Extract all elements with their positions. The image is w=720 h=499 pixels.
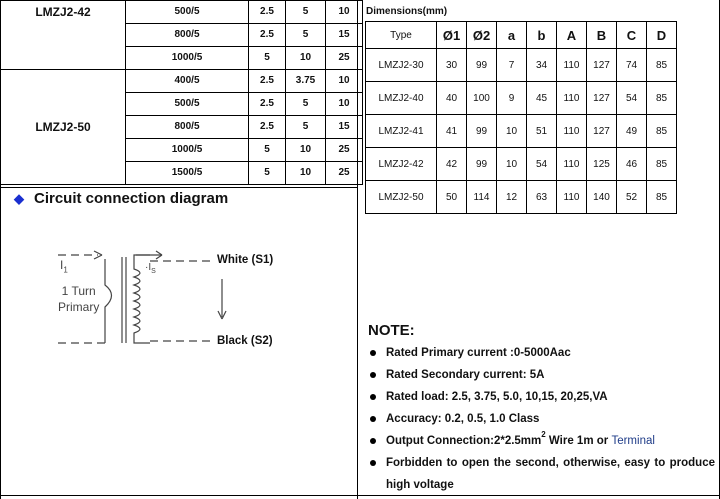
dimensions-cell: 99 xyxy=(467,115,497,148)
dimensions-cell: 12 xyxy=(497,181,527,214)
ratio-cell: 1500/5 xyxy=(126,162,249,185)
dimensions-cell: 99 xyxy=(467,49,497,82)
dimensions-cell: 110 xyxy=(557,181,587,214)
dimensions-cell: 85 xyxy=(647,115,677,148)
dimensions-cell: 40 xyxy=(437,82,467,115)
dimensions-cell: 85 xyxy=(647,49,677,82)
load-cell: 5 xyxy=(286,116,326,139)
load-cell: 5 xyxy=(249,47,286,70)
primary-label: 1 Turn Primary xyxy=(58,284,100,314)
load-cell: 10 xyxy=(286,162,326,185)
dimensions-cell: LMZJ2-50 xyxy=(366,181,437,214)
dimensions-cell: 45 xyxy=(527,82,557,115)
load-cell: 25 xyxy=(326,139,363,162)
dimensions-row xyxy=(366,181,677,214)
dimensions-cell: 127 xyxy=(587,115,617,148)
load-cell: 3.75 xyxy=(286,70,326,93)
dimensions-cell: 110 xyxy=(557,82,587,115)
dimensions-cell: 63 xyxy=(527,181,557,214)
circuit-title xyxy=(14,190,228,207)
black-s2-label: Black (S2) xyxy=(217,335,273,347)
dimensions-cell: 52 xyxy=(617,181,647,214)
dimensions-cell: 85 xyxy=(647,82,677,115)
ratio-cell: 800/5 xyxy=(126,24,249,47)
dimensions-cell: 9 xyxy=(497,82,527,115)
ratio-cell: 1000/5 xyxy=(126,47,249,70)
dimensions-header-cell: Ø1 xyxy=(437,22,467,49)
dimensions-cell: 10 xyxy=(497,148,527,181)
model-cell: LMZJ2-42 xyxy=(1,1,126,70)
dimensions-header-cell: b xyxy=(527,22,557,49)
load-cell: 15 xyxy=(326,24,363,47)
arrow-i1-head-b xyxy=(94,255,102,259)
ratio-cell: 500/5 xyxy=(126,93,249,116)
dimensions-header-cell: C xyxy=(617,22,647,49)
dimensions-cell: 74 xyxy=(617,49,647,82)
dimensions-cell: 10 xyxy=(497,115,527,148)
load-cell: 2.5 xyxy=(249,1,286,24)
dimensions-header-cell: Type xyxy=(366,22,437,49)
ratings-row xyxy=(1,70,363,93)
load-cell: 2.5 xyxy=(249,93,286,116)
load-cell: 5 xyxy=(286,24,326,47)
load-cell: 10 xyxy=(326,93,363,116)
load-cell: 25 xyxy=(326,162,363,185)
dimensions-cell: 46 xyxy=(617,148,647,181)
load-cell: 15 xyxy=(326,116,363,139)
ratings-row xyxy=(1,1,363,24)
arrow-is-head-b xyxy=(156,255,162,259)
load-cell: 5 xyxy=(249,162,286,185)
dimensions-title: Dimensions(mm) xyxy=(366,6,448,17)
ratio-cell: 400/5 xyxy=(126,70,249,93)
load-cell: 5 xyxy=(286,93,326,116)
dimensions-cell: 85 xyxy=(647,181,677,214)
dimensions-cell: 99 xyxy=(467,148,497,181)
dimensions-cell: 110 xyxy=(557,115,587,148)
dimensions-cell: 127 xyxy=(587,82,617,115)
load-cell: 10 xyxy=(326,1,363,24)
dimensions-header-cell: B xyxy=(587,22,617,49)
dimensions-cell: 49 xyxy=(617,115,647,148)
dimensions-cell: 110 xyxy=(557,49,587,82)
load-cell: 25 xyxy=(326,47,363,70)
dimensions-row xyxy=(366,49,677,82)
column-divider xyxy=(357,0,358,499)
dimensions-cell: 54 xyxy=(527,148,557,181)
arrow-i1-head-a xyxy=(94,251,102,255)
section-divider xyxy=(0,187,358,188)
circuit-title-text: Circuit connection diagram xyxy=(34,190,229,207)
dimensions-cell: LMZJ2-42 xyxy=(366,148,437,181)
load-cell: 10 xyxy=(286,47,326,70)
load-cell: 2.5 xyxy=(249,116,286,139)
note-item: Rated Primary current :0-5000Aac xyxy=(370,342,715,364)
ratio-cell: 800/5 xyxy=(126,116,249,139)
note-item-output: Output $Connection:2*2.5mm^2$ Wire 1m or Terminal xyxy=(370,430,715,452)
dimensions-cell: 85 xyxy=(647,148,677,181)
load-cell: 10 xyxy=(326,70,363,93)
dimensions-row xyxy=(366,115,677,148)
diamond-bullet-icon: ◆ xyxy=(14,191,24,206)
white-s1-label: White (S1) xyxy=(217,254,274,266)
load-cell: 5 xyxy=(286,1,326,24)
dimensions-header-cell: D xyxy=(647,22,677,49)
dimensions-cell: 42 xyxy=(437,148,467,181)
arrow-is-head-a xyxy=(156,251,162,255)
dimensions-cell: 41 xyxy=(437,115,467,148)
dimensions-row xyxy=(366,148,677,181)
dimensions-cell: 30 xyxy=(437,49,467,82)
arrow-s1-s2-head-b xyxy=(222,311,226,319)
dimensions-cell: 125 xyxy=(587,148,617,181)
note-list xyxy=(370,342,715,496)
dimensions-cell: 100 xyxy=(467,82,497,115)
dimensions-cell: 50 xyxy=(437,181,467,214)
dimensions-cell: LMZJ2-30 xyxy=(366,49,437,82)
dimensions-table xyxy=(365,21,677,214)
dimensions-cell: 140 xyxy=(587,181,617,214)
primary-winding xyxy=(105,259,112,343)
load-cell: 2.5 xyxy=(249,70,286,93)
dimensions-cell: 51 xyxy=(527,115,557,148)
terminal-text: Terminal xyxy=(611,435,655,447)
note-item-forbidden: Forbidden to open the second, otherwise, easy to produce high voltage xyxy=(370,452,715,496)
dimensions-header-cell: A xyxy=(557,22,587,49)
load-cell: 5 xyxy=(249,139,286,162)
i1-label: $I_1$ xyxy=(60,258,68,275)
load-cell: 2.5 xyxy=(249,24,286,47)
dimensions-cell: 34 xyxy=(527,49,557,82)
note-title: NOTE: xyxy=(368,322,415,339)
frame-left-border xyxy=(0,0,1,499)
dimensions-header-cell: Ø2 xyxy=(467,22,497,49)
model-cell: LMZJ2-50 xyxy=(1,70,126,185)
dimensions-cell: LMZJ2-41 xyxy=(366,115,437,148)
dimensions-cell: 127 xyxy=(587,49,617,82)
note-item: Rated Secondary current: 5A xyxy=(370,364,715,386)
dimensions-header-cell: a xyxy=(497,22,527,49)
ratio-cell: 500/5 xyxy=(126,1,249,24)
ratio-cell: 1000/5 xyxy=(126,139,249,162)
load-cell: 10 xyxy=(286,139,326,162)
note-item: Rated load: 2.5, 3.75, 5.0, 10,15, 20,25,VA xyxy=(370,386,715,408)
dimensions-cell: LMZJ2-40 xyxy=(366,82,437,115)
dimensions-cell: 114 xyxy=(467,181,497,214)
note-item: Accuracy: 0.2, 0.5, 1.0 Class xyxy=(370,408,715,430)
dimensions-cell: 7 xyxy=(497,49,527,82)
ratings-table xyxy=(0,0,363,185)
dimensions-cell: 54 xyxy=(617,82,647,115)
dimensions-cell: 110 xyxy=(557,148,587,181)
dimensions-row xyxy=(366,82,677,115)
is-label: $\cdot I_S$ xyxy=(145,262,156,275)
